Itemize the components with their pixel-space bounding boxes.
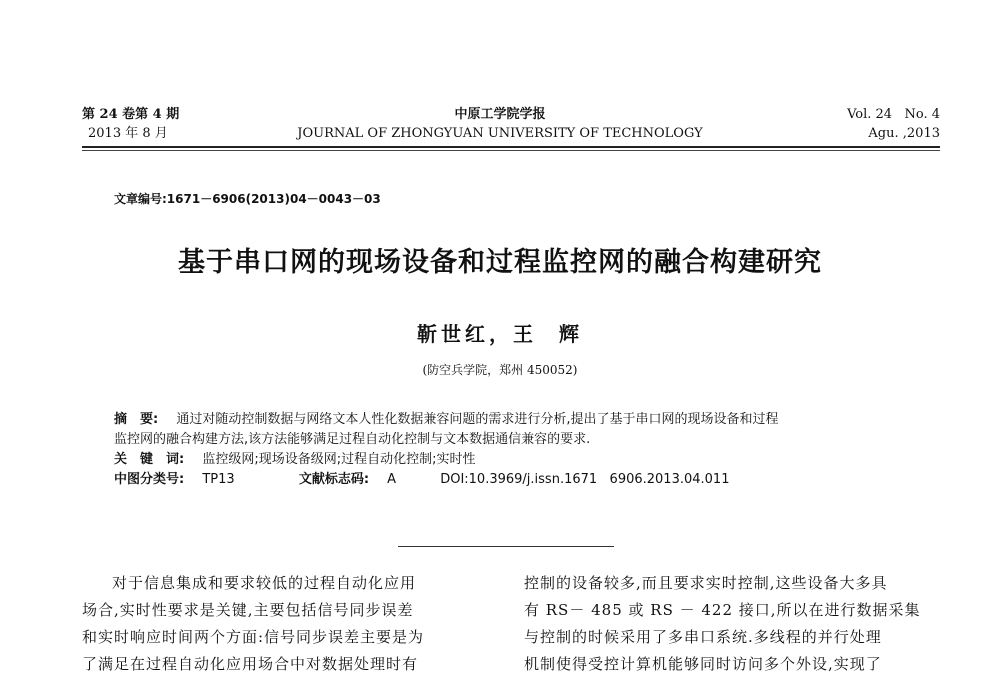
body-line: 控制的设备较多,而且要求实时控制,这些设备大多具 [524, 574, 888, 592]
abstract-text-1: 通过对随动控制数据与网络文本人性化数据兼容问题的需求进行分析,提出了基于串口网的现场设备和过程 [176, 412, 779, 427]
clc-value: TP13 [202, 472, 235, 487]
journal-cn: 中原工学院学报 [454, 107, 546, 122]
body-line: 有 RS－ 485 或 RS － 422 接口,所以在进行数据采集 [524, 601, 921, 619]
body-column-left [82, 570, 492, 678]
volume-issue-en: Vol. 24 No. 4 [847, 107, 940, 122]
body-line: 机制使得受控计算机能够同时访问多个外设,实现了 [524, 655, 882, 673]
journal-en: JOURNAL OF ZHONGYUAN UNIVERSITY OF TECHNOLOGY [297, 126, 703, 141]
volume-issue-cn: 第 24 卷第 4 期 [82, 107, 180, 122]
classification-row [114, 470, 934, 490]
date-cn: 2013 年 8 月 [88, 126, 168, 141]
header-right [847, 105, 940, 143]
abstract-line-1 [114, 410, 934, 430]
doi: DOI:10.3969/j.issn.1671 6906.2013.04.011 [440, 472, 730, 487]
body-line: 了满足在过程自动化应用场合中对数据处理时有 [82, 655, 419, 673]
doc-code-label: 文献标志码: [298, 472, 370, 487]
keywords: 监控级网;现场设备级网;过程自动化控制;实时性 [202, 452, 476, 467]
section-separator [398, 546, 614, 547]
keywords-label: 关 键 词: [114, 452, 185, 467]
body-line: 与控制的时候采用了多串口系统.多线程的并行处理 [524, 628, 882, 646]
keywords-row [114, 450, 934, 470]
paper-title: 基于串口网的现场设备和过程监控网的融合构建研究 [178, 247, 822, 278]
body-column-right [524, 570, 934, 678]
article-number: 文章编号:1671－6906(2013)04－0043－03 [114, 192, 381, 206]
clc-label: 中图分类号: [114, 472, 185, 487]
body-line: 场合,实时性要求是关键,主要包括信号同步误差 [82, 601, 414, 619]
affiliation: (防空兵学院，郑州 450052) [422, 363, 578, 377]
authors: 靳世红，王 辉 [417, 322, 583, 346]
doc-code-value: A [387, 472, 397, 487]
abstract-label: 摘 要: [114, 412, 159, 427]
header-rule-thin [82, 150, 940, 151]
abstract-text-2: 监控网的融合构建方法,该方法能够满足过程自动化控制与文本数据通信兼容的要求. [114, 432, 591, 447]
date-en: Agu. ,2013 [868, 126, 940, 141]
header-rule [82, 146, 940, 148]
body-line: 和实时响应时间两个方面:信号同步误差主要是为 [82, 628, 425, 646]
abstract [114, 410, 934, 490]
body-line: 对于信息集成和要求较低的过程自动化应用 [112, 574, 417, 592]
